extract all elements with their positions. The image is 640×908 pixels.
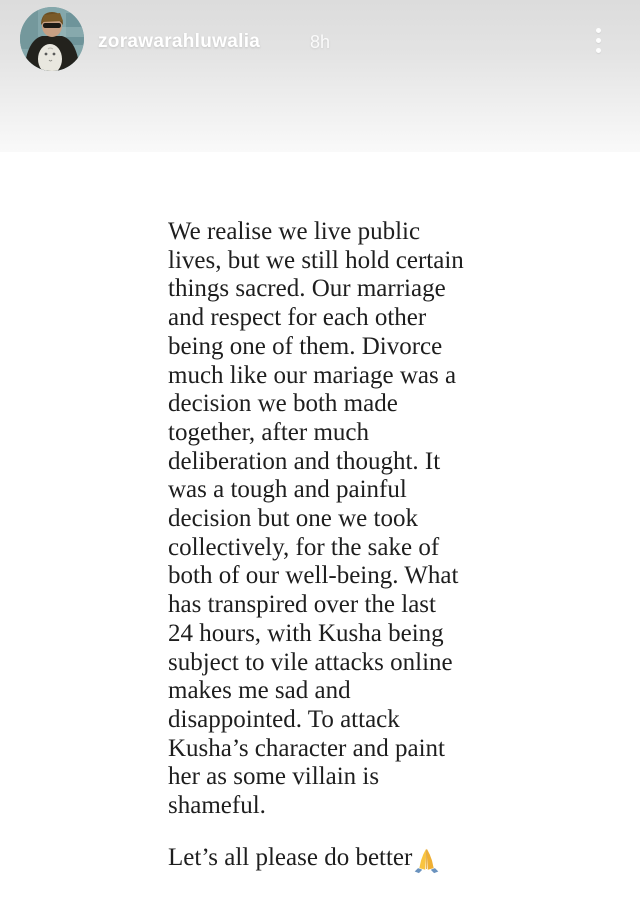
story-text-block xyxy=(168,218,508,872)
story-line: makes me sad and xyxy=(168,677,351,705)
story-line: both of our well-being. What xyxy=(168,562,459,590)
story-line: collectively, for the sake of xyxy=(168,533,440,561)
story-line: 24 hours, with Kusha being xyxy=(168,619,444,647)
username[interactable]: zorawarahluwalia xyxy=(98,31,261,52)
kebab-dot xyxy=(596,28,601,33)
kebab-dot xyxy=(596,48,601,53)
story-line: was a tough and painful xyxy=(168,476,407,504)
story-line: decision we both made xyxy=(168,390,398,418)
story-line: deliberation and thought. It xyxy=(168,447,441,475)
story-line: decision but one we took xyxy=(168,505,418,533)
avatar[interactable] xyxy=(20,7,84,71)
story-line: and respect for each other xyxy=(168,304,427,332)
story-line: subject to vile attacks online xyxy=(168,648,453,676)
story-line: her as some villain is xyxy=(168,763,380,791)
story-timestamp: 8h xyxy=(310,32,331,52)
story-line: Kusha’s character and paint xyxy=(168,734,445,762)
story-line: being one of them. Divorce xyxy=(168,332,443,360)
story-line: things sacred. Our marriage xyxy=(168,275,446,303)
story-line: We realise we live public xyxy=(168,218,421,245)
story-line: lives, but we still hold certain xyxy=(168,246,464,274)
story-line: together, after much xyxy=(168,418,369,446)
avatar-photo-illustration xyxy=(20,7,84,71)
kebab-dot xyxy=(596,38,601,43)
closing-text: Let’s all please do better xyxy=(168,843,413,871)
kebab-menu-icon[interactable] xyxy=(588,20,608,60)
closing-line xyxy=(168,844,508,873)
folded-hands-icon xyxy=(413,847,440,874)
story-line: much like our mariage was a xyxy=(168,361,457,389)
story-line: disappointed. To attack xyxy=(168,705,400,733)
story-line: has transpired over the last xyxy=(168,591,436,619)
story-line: shameful. xyxy=(168,792,266,820)
story-header xyxy=(0,0,640,86)
